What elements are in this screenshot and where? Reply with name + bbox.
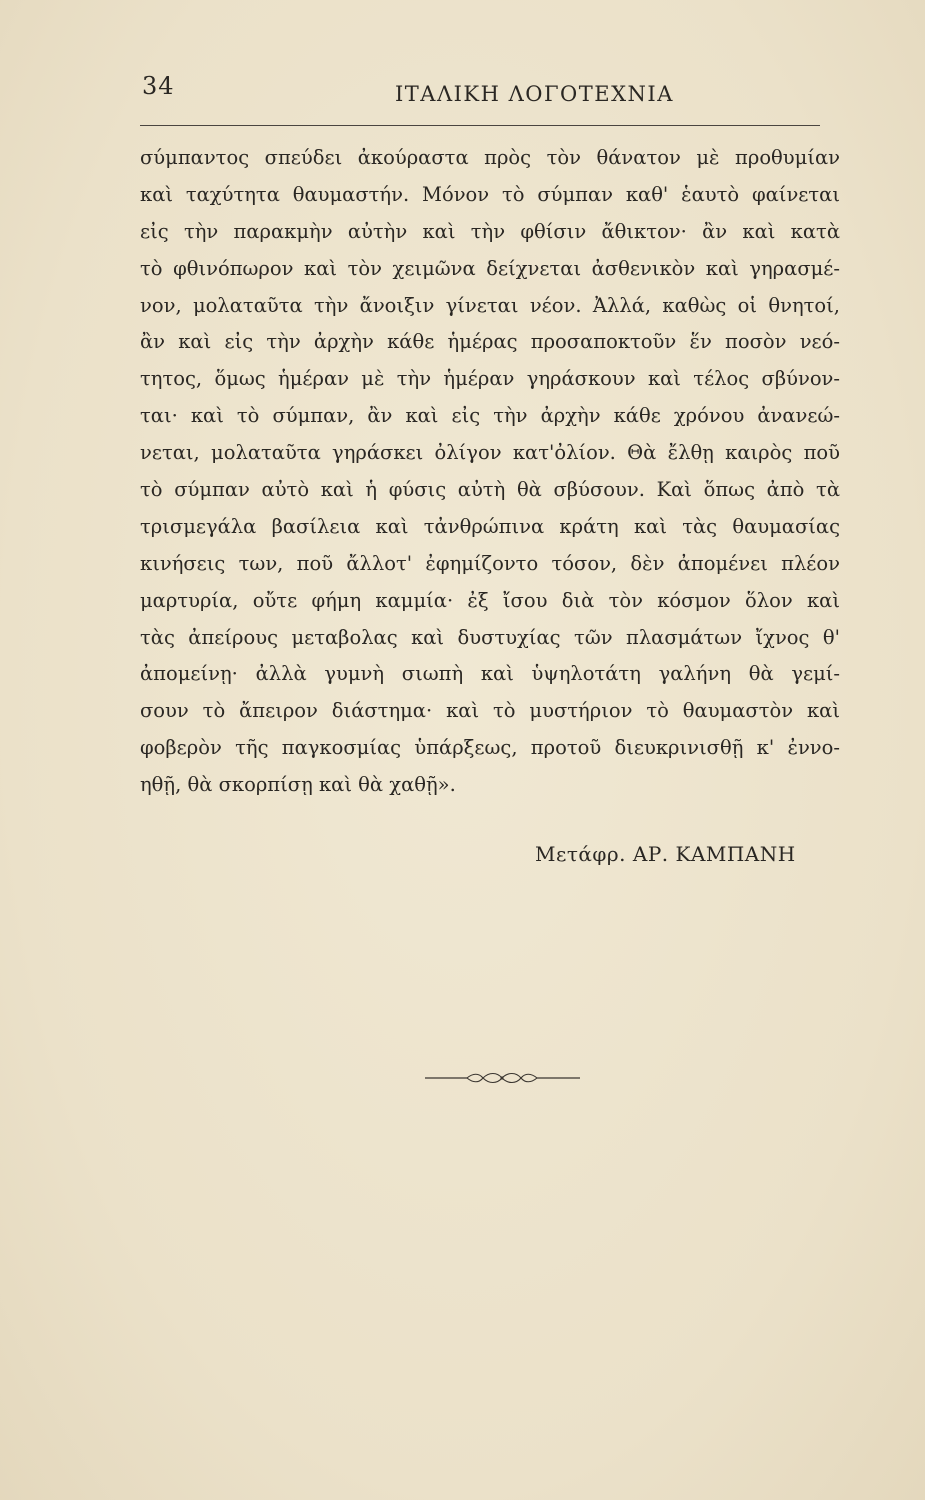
text-line: ἀπομείνῃ· ἀλλὰ γυμνὴ σιωπὴ καὶ ὑψηλοτάτη γαλήνη θὰ γεμί- (140, 662, 840, 686)
text-line: κινήσεις των, ποῦ ἄλλοτ' ἐφημίζοντο τόσον, δὲν ἀπομένει πλέον (140, 551, 840, 575)
text-line: νον, μολαταῦτα τὴν ἄνοιξιν γίνεται νέον. Ἀλλά, καθὼς οἱ θνητοί, (140, 293, 840, 317)
text-line: σύμπαντος σπεύδει ἀκούραστα πρὸς τὸν θάνατον μὲ προθυμίαν (140, 146, 840, 169)
text-line: καὶ ταχύτητα θαυμαστήν. Μόνον τὸ σύμπαν καθ' ἑαυτὸ φαίνεται (140, 182, 840, 206)
text-line: φοβερὸν τῆς παγκοσμίας ὑπάρξεως, προτοῦ διευκρινισθῇ κ' ἐννο- (140, 736, 840, 760)
page-number: 34 (142, 72, 175, 100)
text-line-last: ηθῇ, θὰ σκορπίσῃ καὶ θὰ χαθῇ». (140, 773, 456, 797)
text-line: σουν τὸ ἄπειρον διάστημα· καὶ τὸ μυστήριον τὸ θαυμαστὸν καὶ (140, 699, 840, 723)
body-text (140, 140, 840, 804)
text-line: ἂν καὶ εἰς τὴν ἀρχὴν κάθε ἡμέρας προσαποκτοῦν ἕν ποσὸν νεό- (140, 330, 840, 354)
text-line: τὰς ἀπείρους μεταβολας καὶ δυστυχίας τῶν πλασμάτων ἴχνος θ' (140, 625, 840, 649)
text-line: τὸ φθινόπωρον καὶ τὸν χειμῶνα δείχνεται ἀσθενικὸν καὶ γηρασμέ- (140, 256, 840, 280)
text-line: τὸ σύμπαν αὐτὸ καὶ ἡ φύσις αὐτὴ θὰ σβύσουν. Καὶ ὅπως ἀπὸ τὰ (140, 478, 840, 502)
tailpiece-ornament-icon (425, 1071, 580, 1085)
text-line: τρισμεγάλα βασίλεια καὶ τἀνθρώπινα κράτη καὶ τὰς θαυμασίας (140, 514, 840, 538)
translator-signature: Μετάφρ. ΑΡ. ΚΑΜΠΑΝΗ (535, 842, 796, 866)
text-line: νεται, μολαταῦτα γηράσκει ὀλίγον κατ'ὀλίον. Θὰ ἔλθῃ καιρὸς ποῦ (140, 441, 840, 465)
running-title: ΙΤΑΛΙΚΗ ΛΟΓΟΤΕΧΝΙΑ (395, 82, 674, 106)
text-line: εἰς τὴν παρακμὴν αὐτὴν καὶ τὴν φθίσιν ἄθικτον· ἂν καὶ κατὰ (140, 219, 840, 243)
text-line: ται· καὶ τὸ σύμπαν, ἂν καὶ εἰς τὴν ἀρχὴν κάθε χρόνου ἀνανεώ- (140, 404, 840, 428)
header-rule (140, 125, 820, 126)
text-line: τητος, ὅμως ἡμέραν μὲ τὴν ἡμέραν γηράσκουν καὶ τέλος σβύνον- (140, 367, 840, 391)
text-line: μαρτυρία, οὔτε φήμη καμμία· ἐξ ἴσου διὰ τὸν κόσμον ὅλον καὶ (140, 588, 840, 612)
